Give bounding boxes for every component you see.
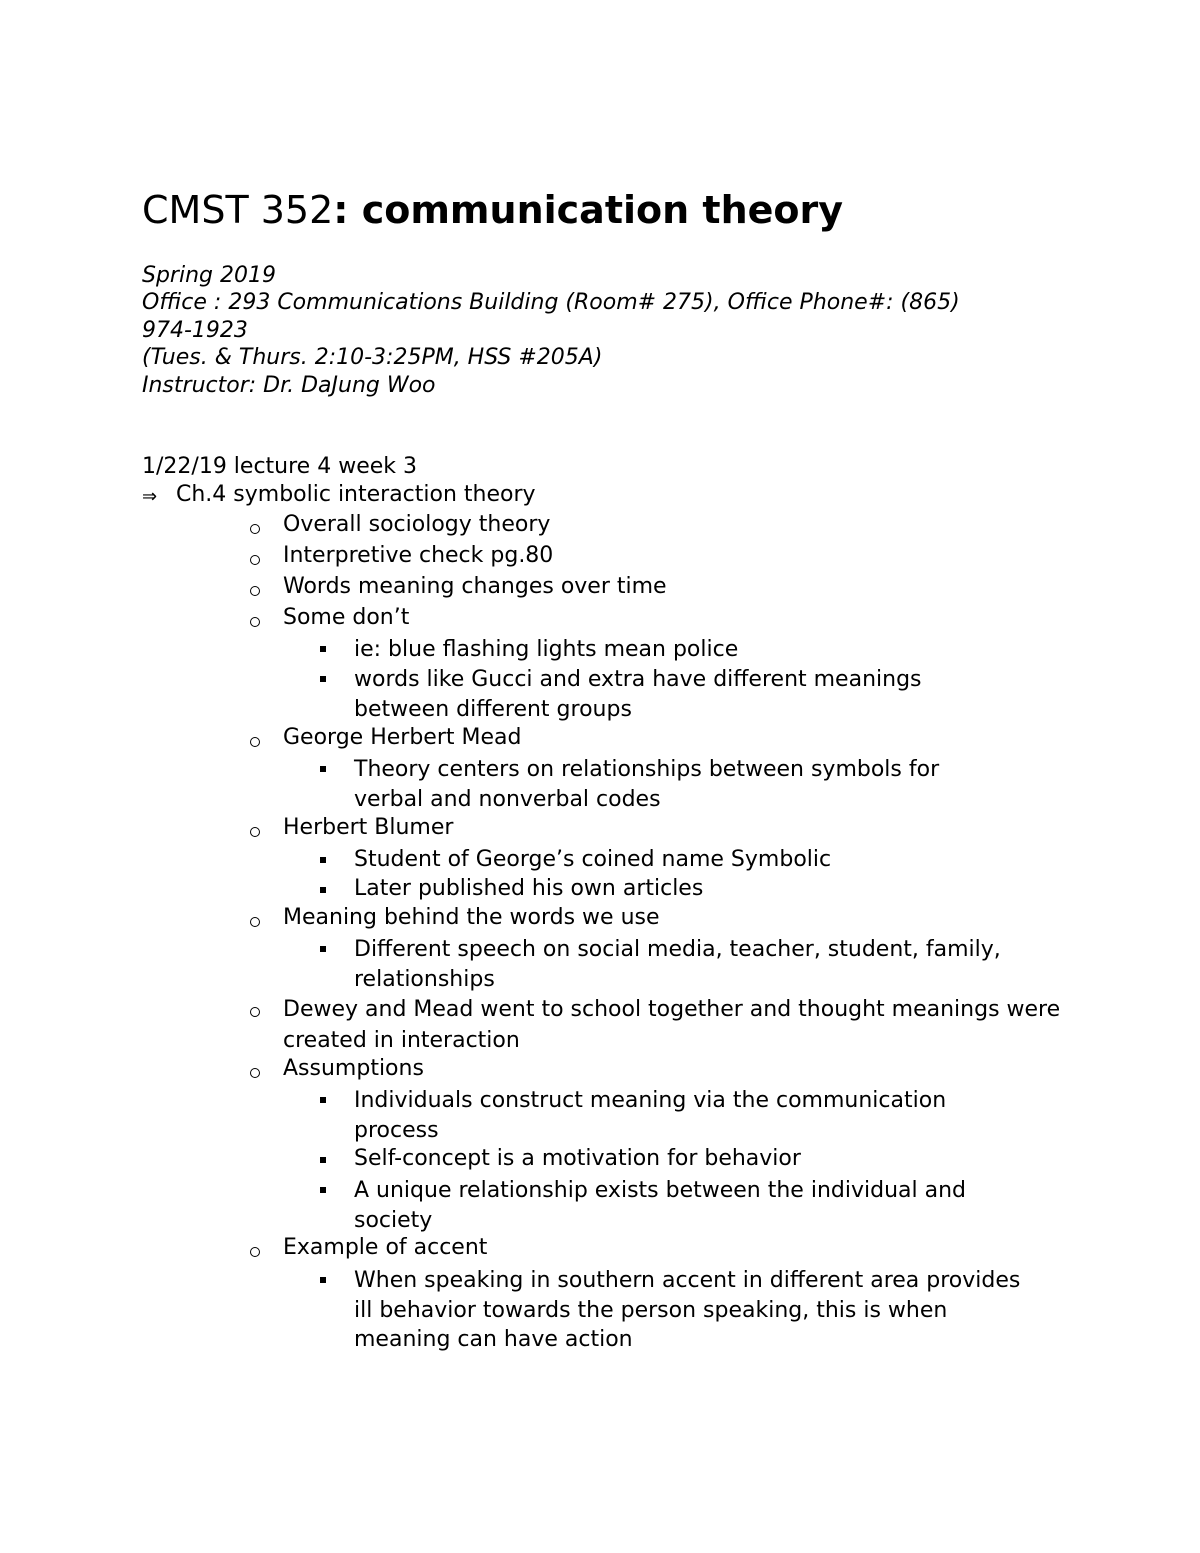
list-item: Example of accent [283,1235,488,1260]
circle-bullet-icon [250,1068,260,1078]
sub-list-item: Theory centers on relationships between symbols for verbal and nonverbal codes [354,757,940,812]
sub-list-item: When speaking in southern accent in different area provides ill behavior towards the person speaking, this is when meaning can have action [354,1268,1021,1353]
list-item: Assumptions [283,1056,424,1081]
list-item: Meaning behind the words we use [283,905,660,930]
sub-list-item: Self-concept is a motivation for behavior [354,1146,801,1171]
arrow-bullet-icon: ⇒ [142,486,158,507]
circle-bullet-icon [250,737,260,747]
class-schedule: (Tues. & Thurs. 2:10-3:25PM, HSS #205A) [142,345,603,371]
list-item: Some don’t [283,605,410,630]
circle-bullet-icon [250,617,260,627]
term: Spring 2019 [142,263,276,288]
course-code: CMST 352 [142,188,334,232]
sub-list-item: Different speech on social media, teacher, student, family, relationships [354,937,1001,992]
instructor: Instructor: Dr. DaJung Woo [142,372,436,398]
lecture-date: 1/22/19 lecture 4 week 3 [142,454,417,479]
sub-list-item: Student of George’s coined name Symbolic [354,847,832,872]
sub-list-item: Individuals construct meaning via the communication process [354,1088,947,1143]
course-info [142,262,1042,399]
circle-bullet-icon [250,917,260,927]
list-item: Words meaning changes over time [283,574,667,599]
list-item: Dewey and Mead went to school together and thought meanings were created in interaction [283,997,1061,1053]
sub-list-item: A unique relationship exists between the individual and society [354,1178,966,1233]
square-bullet-icon [320,857,326,863]
document-title [142,184,843,236]
square-bullet-icon [320,1187,326,1193]
sub-list-item: Later published his own articles [354,876,704,901]
circle-bullet-icon [250,586,260,596]
square-bullet-icon [320,766,326,772]
sub-list-item: words like Gucci and extra have different meanings between different groups [354,667,922,722]
office-phone-continued: 974-1923 [142,317,248,343]
sub-list-item: ie: blue flashing lights mean police [354,637,739,662]
circle-bullet-icon [250,1247,260,1257]
list-item: Herbert Blumer [283,815,454,840]
square-bullet-icon [320,1277,326,1283]
title-separator: : [333,188,362,232]
circle-bullet-icon [250,827,260,837]
list-item: Interpretive check pg.80 [283,543,554,568]
chapter-heading: Ch.4 symbolic interaction theory [176,482,536,507]
square-bullet-icon [320,1097,326,1103]
square-bullet-icon [320,1157,326,1163]
office-info: Office : 293 Communications Building (Room# 275), Office Phone#: (865) [142,290,960,316]
square-bullet-icon [320,646,326,652]
list-item: Overall sociology theory [283,512,551,537]
square-bullet-icon [320,676,326,682]
course-name: communication theory [361,188,844,232]
list-item: George Herbert Mead [283,725,522,750]
square-bullet-icon [320,887,326,893]
circle-bullet-icon [250,524,260,534]
circle-bullet-icon [250,555,260,565]
square-bullet-icon [320,946,326,952]
circle-bullet-icon [250,1007,260,1017]
